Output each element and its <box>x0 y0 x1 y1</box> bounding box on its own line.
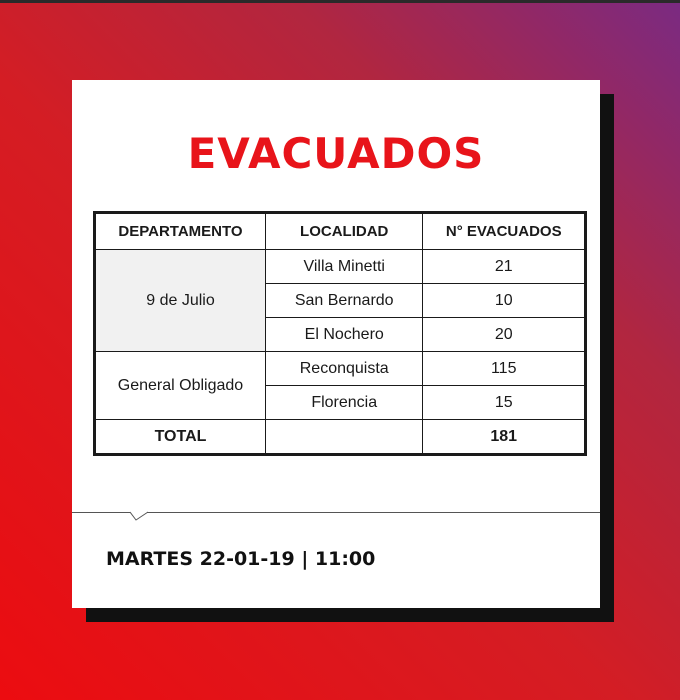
localidad-cell: San Bernardo <box>265 284 422 318</box>
header-localidad: LOCALIDAD <box>265 213 422 250</box>
evacuados-cell: 115 <box>423 352 586 386</box>
table-header-row <box>95 213 586 250</box>
departamento-cell: 9 de Julio <box>95 250 266 352</box>
table-row <box>95 250 586 284</box>
localidad-cell: Villa Minetti <box>265 250 422 284</box>
info-card <box>72 80 600 608</box>
header-evacuados: N° EVACUADOS <box>423 213 586 250</box>
evacuados-cell: 10 <box>423 284 586 318</box>
speech-notch-icon <box>130 511 154 521</box>
page-title: EVACUADOS <box>187 129 485 178</box>
total-row <box>95 420 586 455</box>
table-row <box>95 352 586 386</box>
total-localidad <box>265 420 422 455</box>
header-departamento: DEPARTAMENTO <box>95 213 266 250</box>
departamento-cell: General Obligado <box>95 352 266 420</box>
localidad-cell: Reconquista <box>265 352 422 386</box>
total-value: 181 <box>423 420 586 455</box>
top-bar <box>0 0 680 3</box>
localidad-cell: Florencia <box>265 386 422 420</box>
evacuados-cell: 21 <box>423 250 586 284</box>
evacuados-cell: 20 <box>423 318 586 352</box>
total-label: TOTAL <box>95 420 266 455</box>
localidad-cell: El Nochero <box>265 318 422 352</box>
evacuados-cell: 15 <box>423 386 586 420</box>
evacuados-table <box>93 211 587 456</box>
date-time-label: MARTES 22-01-19 | 11:00 <box>106 548 376 570</box>
